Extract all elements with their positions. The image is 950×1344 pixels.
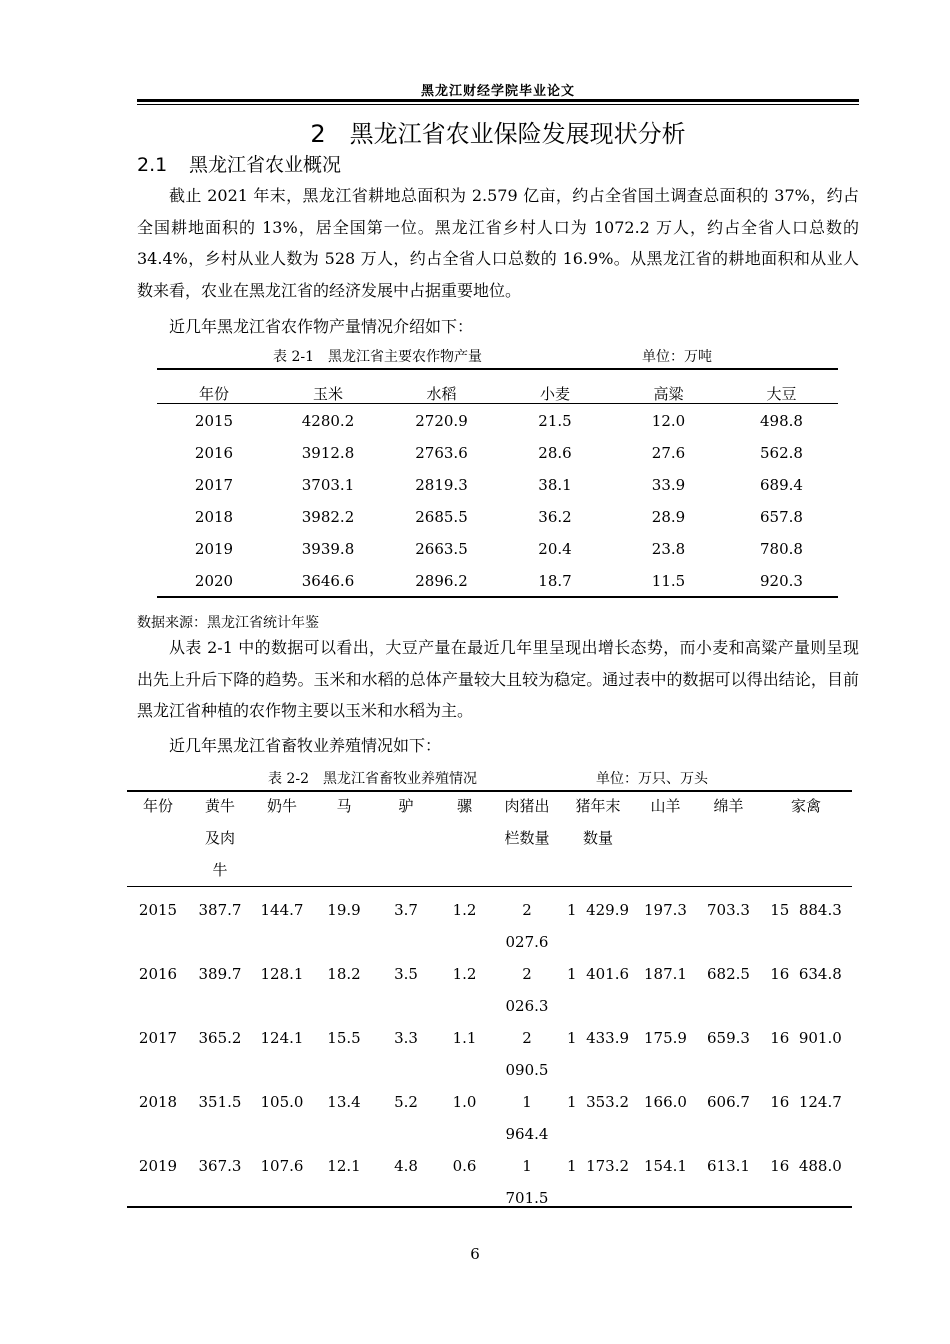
table2-cell-line: 964.4 <box>505 1125 549 1143</box>
table1-cell: 498.8 <box>760 412 803 430</box>
table2-row <box>127 1086 852 1150</box>
table1-row <box>157 532 838 564</box>
table2-cell: 1 353.2 <box>566 1093 630 1111</box>
table1-cell: 2017 <box>194 476 234 494</box>
table1-row <box>157 404 838 436</box>
table1-cell: 657.8 <box>760 508 803 526</box>
table1-cell: 38.1 <box>538 476 572 494</box>
table2-cell: 1 433.9 <box>566 1029 630 1047</box>
table2-header-row <box>127 790 852 886</box>
table2-cell <box>492 958 562 1022</box>
table2-header-line: 马 <box>336 797 352 815</box>
table1-cell: 12.0 <box>651 412 686 430</box>
table2-header-line: 山羊 <box>650 797 681 815</box>
table2-cell: 15 884.3 <box>770 901 842 919</box>
table2-row <box>127 1022 852 1086</box>
table1-cell: 2019 <box>194 540 234 558</box>
table2-cell: 16 124.7 <box>770 1093 842 1111</box>
table2-cell: 1 429.9 <box>566 901 630 919</box>
table1-cell: 2763.6 <box>415 444 468 462</box>
table1-bottom-rule <box>157 596 838 598</box>
table1-cell: 2720.9 <box>415 412 468 430</box>
table2-header-cell <box>760 790 852 886</box>
table2-cell: 0.6 <box>452 1157 477 1175</box>
table2-cell: 124.1 <box>260 1029 304 1047</box>
table2-cell <box>492 886 562 958</box>
section-heading <box>137 150 341 177</box>
table2-header-line: 奶牛 <box>266 797 297 815</box>
table2-cell: 613.1 <box>707 1157 750 1175</box>
table2-cell: 2015 <box>138 901 178 919</box>
table1-cell: 3982.2 <box>301 508 355 526</box>
table2-cell: 13.4 <box>327 1093 361 1111</box>
table1-cell: 780.8 <box>760 540 803 558</box>
table2-row <box>127 958 852 1022</box>
table2 <box>127 790 852 1214</box>
table1-row <box>157 564 838 596</box>
table2-cell: 128.1 <box>260 965 304 983</box>
table1-row <box>157 500 838 532</box>
table1-cell: 3646.6 <box>301 572 355 590</box>
table1-cell: 562.8 <box>760 444 803 462</box>
table1-header-cell: 大豆 <box>766 385 797 403</box>
table1-unit: 单位：万吨 <box>642 349 712 365</box>
table1-header-cell: 玉米 <box>312 385 343 403</box>
table2-caption: 表 2-2 黑龙江省畜牧业养殖情况 <box>268 771 477 787</box>
table2-cell: 16 634.8 <box>770 965 842 983</box>
table2-cell: 19.9 <box>327 901 361 919</box>
table1-cell: 28.9 <box>651 508 686 526</box>
table2-header-line: 牛 <box>212 861 228 879</box>
table2-cell: 606.7 <box>707 1093 750 1111</box>
header-rule-thin <box>137 104 859 105</box>
table2-cell: 3.7 <box>394 901 418 919</box>
table2-cell: 1.2 <box>452 901 477 919</box>
table2-cell: 682.5 <box>707 965 750 983</box>
table2-header-line: 数量 <box>582 829 613 847</box>
table2-cell: 105.0 <box>260 1093 304 1111</box>
table2-cell: 154.1 <box>644 1157 687 1175</box>
table2-header-cell <box>189 790 251 886</box>
table2-cell: 351.5 <box>198 1093 242 1111</box>
table2-header-line: 猪年末 <box>575 797 621 815</box>
table2-cell: 4.8 <box>394 1157 418 1175</box>
table2-cell-line: 701.5 <box>505 1189 549 1207</box>
table1-header-cell: 水稻 <box>426 385 457 403</box>
table2-cell-line: 2 <box>522 1029 532 1047</box>
paragraph-1: 截止 2021 年末，黑龙江省耕地总面积为 2.579 亿亩，约占全省国土调查总面积的 37%，约占全国耕地面积的 13%，居全国第一位。黑龙江省乡村人口为 1072.2 万人，约占全省人口总数的 34.4%，乡村从业人数为 528 万人，约占全省人口总数的 16.9%。从黑龙江省的耕地面积和从业人数来看，农业在黑龙江省的经济发展中占据重要地位。 <box>137 186 859 300</box>
table1 <box>157 368 838 596</box>
table2-cell: 703.3 <box>707 901 750 919</box>
table2-cell: 166.0 <box>644 1093 687 1111</box>
table2-cell: 144.7 <box>260 901 304 919</box>
table2-header-cell <box>313 790 375 886</box>
table2-cell-line: 026.3 <box>505 997 549 1015</box>
table2-header-line: 及肉 <box>204 829 235 847</box>
running-header: 黑龙江财经学院毕业论文 <box>420 84 575 99</box>
table1-cell: 33.9 <box>651 476 686 494</box>
table1-cell: 3912.8 <box>301 444 355 462</box>
table2-unit: 单位：万只、万头 <box>596 771 708 787</box>
table1-cell: 920.3 <box>760 572 803 590</box>
table2-cell: 5.2 <box>394 1093 418 1111</box>
table2-header-line: 家禽 <box>790 797 821 815</box>
table1-cell: 2020 <box>194 572 234 590</box>
table2-cell: 16 488.0 <box>770 1157 842 1175</box>
table1-caption: 表 2-1 黑龙江省主要农作物产量 <box>273 349 482 365</box>
table1-cell: 23.8 <box>651 540 686 558</box>
table2-cell: 197.3 <box>644 901 687 919</box>
table2-cell: 3.5 <box>394 965 418 983</box>
table1-cell: 2685.5 <box>415 508 468 526</box>
table2-header-line: 驴 <box>398 797 414 815</box>
paragraph-2: 近几年黑龙江省农作物产量情况介绍如下： <box>169 317 474 336</box>
table2-cell: 2019 <box>138 1157 178 1175</box>
table2-header-cell <box>375 790 437 886</box>
table1-cell: 11.5 <box>651 572 686 590</box>
table2-cell: 1.2 <box>452 965 477 983</box>
table2-header-line: 黄牛 <box>204 797 235 815</box>
table2-cell: 1.0 <box>452 1093 477 1111</box>
table2-header-cell <box>634 790 697 886</box>
table1-cell: 4280.2 <box>301 412 355 430</box>
table2-header-cell <box>437 790 492 886</box>
table2-cell <box>492 1086 562 1150</box>
table2-cell: 659.3 <box>707 1029 750 1047</box>
table2-cell: 12.1 <box>327 1157 361 1175</box>
table2-header-cell <box>697 790 760 886</box>
table2-cell-line: 2 <box>522 901 532 919</box>
table1-cell: 28.6 <box>538 444 572 462</box>
page-number: 6 <box>470 1245 480 1263</box>
table1-cell: 18.7 <box>538 572 572 590</box>
table2-header-cell <box>492 790 562 886</box>
table1-cell: 689.4 <box>760 476 803 494</box>
table1-row <box>157 436 838 468</box>
table2-header-line: 肉猪出 <box>504 797 550 815</box>
table2-cell: 387.7 <box>198 901 242 919</box>
table1-cell: 2663.5 <box>415 540 468 558</box>
paragraph-4: 近几年黑龙江省畜牧业养殖情况如下： <box>169 736 442 755</box>
table2-header-cell <box>562 790 634 886</box>
table1-header-cell: 高粱 <box>653 385 684 403</box>
table2-cell: 1.1 <box>452 1029 477 1047</box>
table1-cell: 2819.3 <box>415 476 468 494</box>
table2-cell: 16 901.0 <box>770 1029 842 1047</box>
table2-header-cell <box>127 790 189 886</box>
section-title: 黑龙江省农业概况 <box>189 154 342 176</box>
table2-cell: 175.9 <box>644 1029 687 1047</box>
table2-cell <box>492 1022 562 1086</box>
table2-cell: 1 401.6 <box>566 965 630 983</box>
table2-header-cell <box>251 790 313 886</box>
table2-cell: 2016 <box>138 965 178 983</box>
table1-header-cell: 小麦 <box>539 385 570 403</box>
table2-cell <box>492 1150 562 1214</box>
table1-source: 数据来源：黑龙江省统计年鉴 <box>137 615 319 631</box>
table1-row <box>157 468 838 500</box>
table2-cell: 2018 <box>138 1093 178 1111</box>
table2-row <box>127 1150 852 1214</box>
table2-cell: 3.3 <box>394 1029 418 1047</box>
header-rule-thick <box>137 99 859 102</box>
table2-cell: 2017 <box>138 1029 178 1047</box>
table2-cell-line: 027.6 <box>505 933 549 951</box>
paragraph-3: 从表 2-1 中的数据可以看出，大豆产量在最近几年里呈现出增长态势，而小麦和高粱产量则呈现出先上升后下降的趋势。玉米和水稻的总体产量较大且较为稳定。通过表中的数据可以得出结论，目前黑龙江省种植的农作物主要以玉米和水稻为主。 <box>137 638 859 720</box>
table2-cell: 18.2 <box>327 965 361 983</box>
table1-cell: 20.4 <box>538 540 572 558</box>
table2-cell: 187.1 <box>644 965 687 983</box>
table2-cell-line: 2 <box>522 965 532 983</box>
table1-cell: 21.5 <box>538 412 572 430</box>
table2-cell: 107.6 <box>260 1157 304 1175</box>
table1-cell: 2018 <box>194 508 234 526</box>
table2-header-line: 年份 <box>142 797 173 815</box>
table1-cell: 2015 <box>194 412 234 430</box>
table1-cell: 2896.2 <box>415 572 468 590</box>
table2-cell: 389.7 <box>198 965 242 983</box>
table2-cell-line: 1 <box>522 1157 532 1175</box>
table1-cell: 2016 <box>194 444 234 462</box>
table2-cell-line: 1 <box>522 1093 532 1111</box>
table2-cell: 15.5 <box>327 1029 361 1047</box>
table2-cell: 367.3 <box>198 1157 242 1175</box>
table2-row <box>127 886 852 958</box>
table1-cell: 3703.1 <box>301 476 355 494</box>
table1-header-row <box>157 368 838 404</box>
table2-header-line: 绵羊 <box>713 797 744 815</box>
table1-header-cell: 年份 <box>198 385 229 403</box>
section-number: 2.1 <box>137 154 168 176</box>
table2-cell: 1 173.2 <box>566 1157 630 1175</box>
table2-cell-line: 090.5 <box>505 1061 549 1079</box>
table2-cell: 365.2 <box>198 1029 242 1047</box>
table1-cell: 36.2 <box>538 508 572 526</box>
table1-cell: 3939.8 <box>301 540 355 558</box>
table1-cell: 27.6 <box>651 444 686 462</box>
chapter-title: 2 黑龙江省农业保险发展现状分析 <box>310 120 686 148</box>
table2-header-line: 栏数量 <box>504 829 550 847</box>
table2-header-line: 骡 <box>456 797 472 815</box>
